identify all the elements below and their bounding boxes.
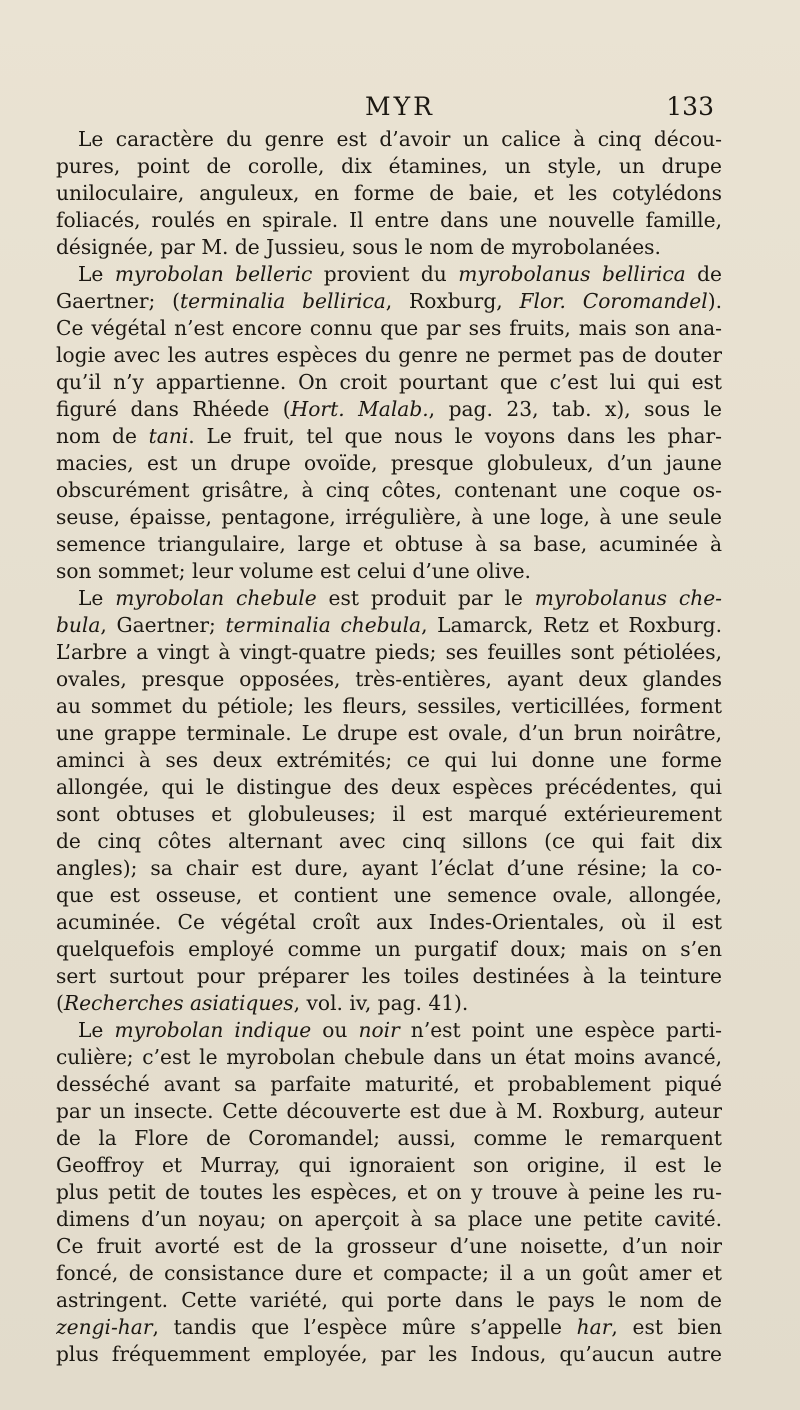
- text-line: Le caractère du genre est d’avoir un calice à cinq décou-: [78, 127, 722, 151]
- text-line: aminci à ses deux extrémités; ce qui lui donne une forme: [56, 748, 722, 772]
- text-line: obscurément grisâtre, à cinq côtes, contenant une coque os-: [56, 478, 722, 502]
- text-line: par un insecte. Cette découverte est due à M. Roxburg, auteur: [56, 1099, 722, 1123]
- text-line: allongée, qui le distingue des deux espèces précédentes, qui: [56, 775, 722, 799]
- text-line: Le myrobolan indique ou noir n’est point une espèce parti-: [78, 1018, 722, 1042]
- text-line: Geoffroy et Murray, qui ignoraient son origine, il est le: [56, 1153, 722, 1177]
- text-line: que est osseuse, et contient une semence ovale, allongée,: [56, 883, 722, 907]
- text-line: (Recherches asiatiques, vol. iv, pag. 41).: [56, 991, 469, 1015]
- text-line: foncé, de consistance dure et compacte; il a un goût amer et: [56, 1261, 722, 1285]
- text-line: semence triangulaire, large et obtuse à sa base, acuminée à: [56, 532, 722, 556]
- text-line: qu’il n’y appartienne. On croit pourtant que c’est lui qui est: [56, 370, 722, 394]
- text-line: plus fréquemment employée, par les Indous, qu’aucun autre: [56, 1342, 722, 1366]
- text-line: ovales, presque opposées, très-entières, ayant deux glandes: [56, 667, 722, 691]
- text-line: quelquefois employé comme un purgatif doux; mais on s’en: [56, 937, 722, 961]
- text-line: figuré dans Rhéede (Hort. Malab., pag. 23, tab. x), sous le: [56, 397, 722, 421]
- text-line: bula, Gaertner; terminalia chebula, Lamarck, Retz et Roxburg.: [56, 613, 722, 637]
- text-line: macies, est un drupe ovoïde, presque globuleux, d’un jaune: [56, 451, 722, 475]
- text-line: dimens d’un noyau; on aperçoit à sa place une petite cavité.: [56, 1207, 722, 1231]
- text-line: foliacés, roulés en spirale. Il entre dans une nouvelle famille,: [56, 208, 722, 232]
- text-line: L’arbre a vingt à vingt-quatre pieds; ses feuilles sont pétiolées,: [56, 640, 722, 664]
- text-line: culière; c’est le myrobolan chebule dans un état moins avancé,: [56, 1045, 722, 1069]
- text-line: de la Flore de Coromandel; aussi, comme le remarquent: [56, 1126, 722, 1150]
- text-line: logie avec les autres espèces du genre ne permet pas de douter: [56, 343, 722, 367]
- text-line: sont obtuses et globuleuses; il est marqué extérieurement: [56, 802, 722, 826]
- page-number: 133: [666, 92, 714, 121]
- text-line: de cinq côtes alternant avec cinq sillons (ce qui fait dix: [56, 829, 722, 853]
- text-line: Gaertner; (terminalia bellirica, Roxburg, Flor. Coromandel).: [56, 289, 722, 313]
- text-line: uniloculaire, anguleux, en forme de baie, et les cotylédons: [56, 181, 722, 205]
- text-line: une grappe terminale. Le drupe est ovale, d’un brun noirâtre,: [56, 721, 722, 745]
- text-line: Le myrobolan chebule est produit par le myrobolanus che-: [78, 586, 722, 610]
- text-line: pures, point de corolle, dix étamines, un style, un drupe: [56, 154, 722, 178]
- text-line: desséché avant sa parfaite maturité, et probablement piqué: [56, 1072, 722, 1096]
- text-line: Ce fruit avorté est de la grosseur d’une noisette, d’un noir: [56, 1234, 722, 1258]
- text-line: son sommet; leur volume est celui d’une olive.: [56, 559, 531, 583]
- text-line: Le myrobolan belleric provient du myrobolanus bellirica de: [78, 262, 722, 286]
- text-line: acuminée. Ce végétal croît aux Indes-Orientales, où il est: [56, 910, 722, 934]
- text-line: seuse, épaisse, pentagone, irrégulière, à une loge, à une seule: [56, 505, 722, 529]
- text-line: nom de tani. Le fruit, tel que nous le voyons dans les phar-: [56, 424, 722, 448]
- text-line: sert surtout pour préparer les toiles destinées à la teinture: [56, 964, 722, 988]
- text-line: zengi-har, tandis que l’espèce mûre s’appelle har, est bien: [56, 1315, 722, 1339]
- text-line: Ce végétal n’est encore connu que par ses fruits, mais son ana-: [56, 316, 722, 340]
- text-line: plus petit de toutes les espèces, et on y trouve à peine les ru-: [56, 1180, 722, 1204]
- text-line: astringent. Cette variété, qui porte dans le pays le nom de: [56, 1288, 722, 1312]
- body-text: [56, 126, 722, 1368]
- page-header: [0, 92, 800, 128]
- text-line: angles); sa chair est dure, ayant l’éclat d’une résine; la co-: [56, 856, 722, 880]
- running-title: MYR: [365, 92, 435, 121]
- text-line: au sommet du pétiole; les fleurs, sessiles, verticillées, forment: [56, 694, 722, 718]
- text-line: désignée, par M. de Jussieu, sous le nom de myrobolanées.: [56, 235, 661, 259]
